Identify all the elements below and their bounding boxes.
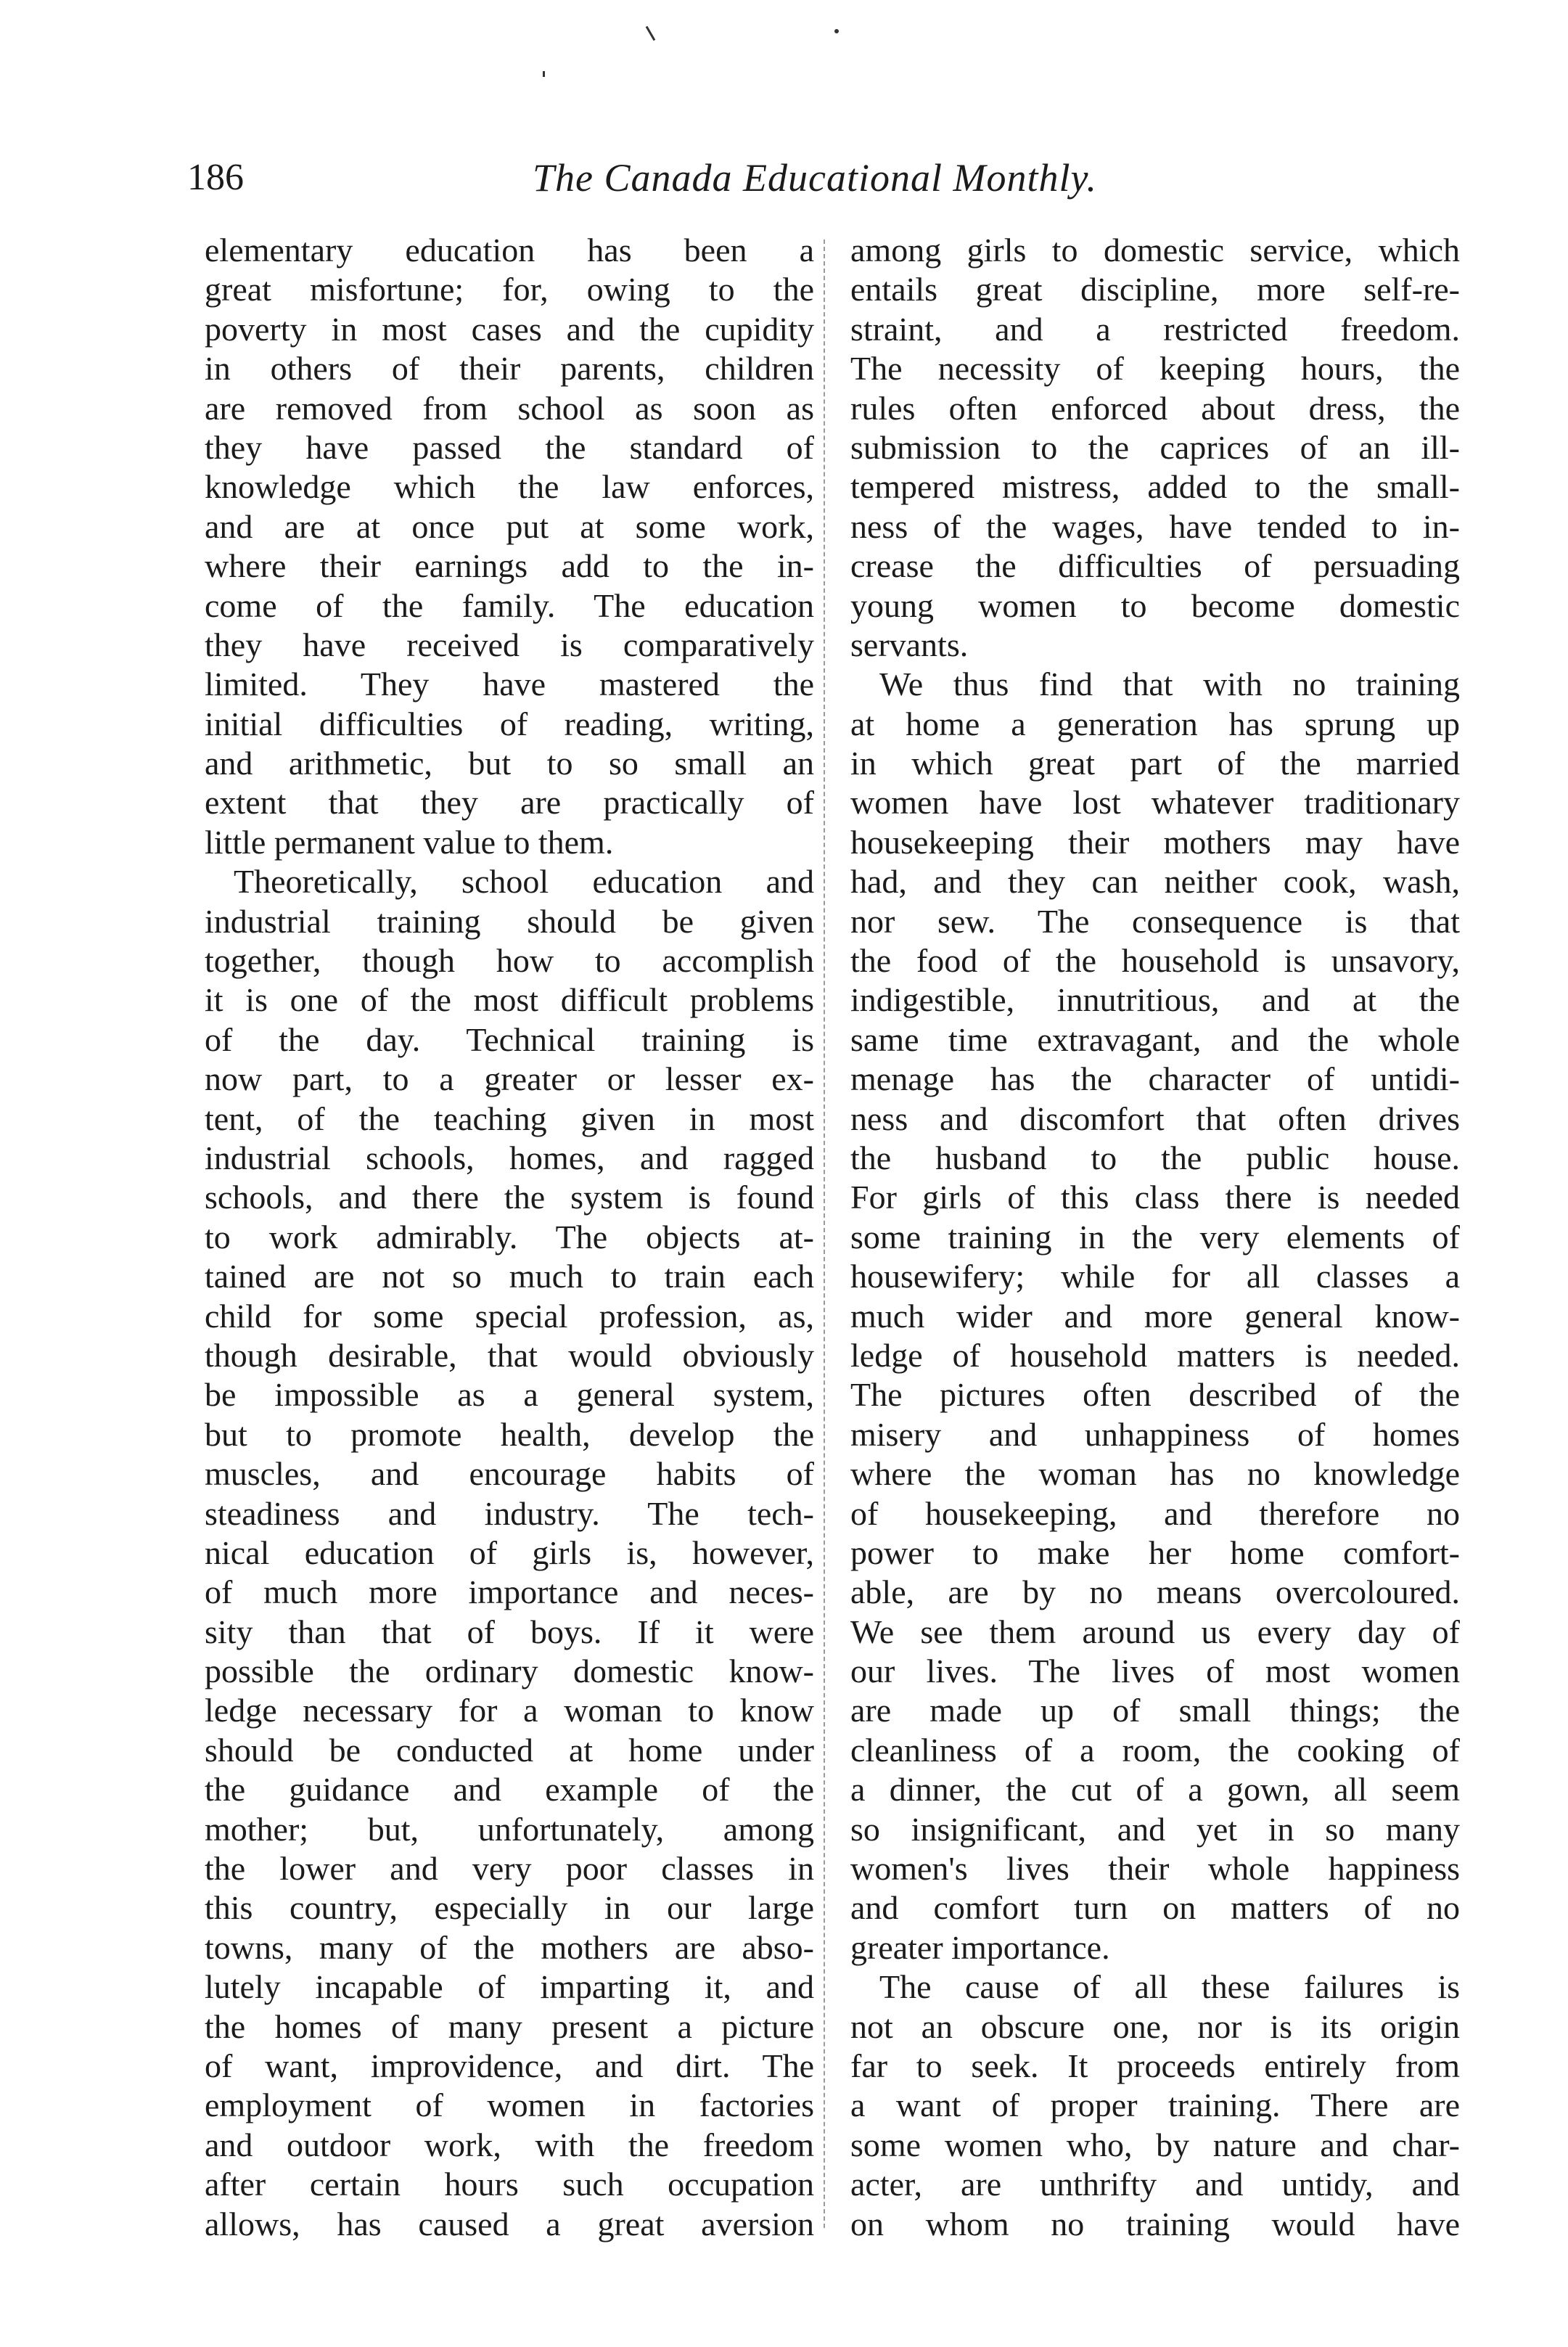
text-line: nical education of girls is, however, [205, 1533, 814, 1571]
text-line: housekeeping their mothers may have [850, 823, 1460, 861]
text-line: the lower and very poor classes in [205, 1850, 814, 1888]
text-line: muscles, and encourage habits of [205, 1455, 814, 1493]
text-line: in which great part of the married [850, 745, 1460, 782]
text-line: to work admirably. The objects at- [205, 1218, 814, 1256]
text-line: where the woman has no knowledge [850, 1455, 1460, 1493]
text-line: crease the difficulties of persuading [850, 547, 1460, 585]
text-line: straint, and a restricted freedom. [850, 310, 1460, 348]
text-line: they have passed the standard of [205, 428, 814, 466]
text-line: The cause of all these failures is [879, 1968, 1460, 2006]
text-line: poverty in most cases and the cupidity [205, 310, 814, 348]
print-speck [834, 29, 839, 33]
text-line: steadiness and industry. The tech- [205, 1494, 814, 1532]
text-line: entails great discipline, more self-re- [850, 271, 1460, 308]
text-line: submission to the caprices of an ill- [850, 428, 1460, 466]
text-line: menage has the character of untidi- [850, 1060, 1460, 1098]
text-line: but to promote health, develop the [205, 1415, 814, 1453]
text-line: women have lost whatever traditionary [850, 784, 1460, 822]
text-line: mother; but, unfortunately, among [205, 1810, 814, 1848]
text-line: the food of the household is unsavory, [850, 942, 1460, 980]
text-line: allows, has caused a great aversion [205, 2205, 814, 2242]
text-line: and outdoor work, with the freedom [205, 2126, 814, 2163]
text-line: possible the ordinary domestic know- [205, 1652, 814, 1690]
text-line: and are at once put at some work, [205, 507, 814, 545]
text-line: We see them around us every day of [850, 1613, 1460, 1650]
text-line: among girls to domestic service, which [850, 232, 1460, 269]
text-line: limited. They have mastered the [205, 665, 814, 703]
text-line: extent that they are practically of [205, 784, 814, 822]
text-line: little permanent value to them. [205, 823, 614, 861]
text-line: some women who, by nature and char- [850, 2126, 1460, 2163]
text-line: the husband to the public house. [850, 1139, 1460, 1176]
right-column [850, 231, 1460, 2248]
page-header [187, 149, 1442, 207]
text-line: not an obscure one, nor is its origin [850, 2007, 1460, 2045]
text-line: knowledge which the law enforces, [205, 468, 814, 506]
text-line: the homes of many present a picture [205, 2007, 814, 2045]
text-line: indigestible, innutritious, and at the [850, 981, 1460, 1019]
text-line: after certain hours such occupation [205, 2166, 814, 2203]
text-line: misery and unhappiness of homes [850, 1415, 1460, 1453]
text-line: come of the family. The education [205, 586, 814, 624]
text-line: they have received is comparatively [205, 626, 814, 663]
text-line: a want of proper training. There are [850, 2086, 1460, 2124]
text-line: be impossible as a general system, [205, 1376, 814, 1414]
column-divider [824, 239, 825, 2228]
text-line: in others of their parents, children [205, 350, 814, 388]
text-line: industrial schools, homes, and ragged [205, 1139, 814, 1176]
text-line: are removed from school as soon as [205, 389, 814, 427]
text-line: and comfort turn on matters of no [850, 1889, 1460, 1927]
text-line: had, and they can neither cook, wash, [850, 863, 1460, 901]
text-line: cleanliness of a room, the cooking of [850, 1731, 1460, 1769]
print-speck [543, 71, 545, 77]
text-line: nor sew. The consequence is that [850, 902, 1460, 940]
text-line: towns, many of the mothers are abso- [205, 1928, 814, 1966]
text-line: this country, especially in our large [205, 1889, 814, 1927]
text-line: a dinner, the cut of a gown, all seem [850, 1771, 1460, 1809]
text-line: great misfortune; for, owing to the [205, 271, 814, 308]
text-line: so insignificant, and yet in so many [850, 1810, 1460, 1848]
text-line: industrial training should be given [205, 902, 814, 940]
text-line: elementary education has been a [205, 232, 814, 269]
print-speck [646, 26, 656, 41]
text-line: far to seek. It proceeds entirely from [850, 2047, 1460, 2084]
text-line: lutely incapable of imparting it, and [205, 1968, 814, 2006]
text-line: and arithmetic, but to so small an [205, 745, 814, 782]
text-line: sity than that of boys. If it were [205, 1613, 814, 1650]
text-line: The pictures often described of the [850, 1376, 1460, 1414]
text-line: young women to become domestic [850, 586, 1460, 624]
text-line: are made up of small things; the [850, 1692, 1460, 1729]
text-line: power to make her home comfort- [850, 1533, 1460, 1571]
text-line: We thus find that with no training [879, 665, 1460, 703]
text-line: The necessity of keeping hours, the [850, 350, 1460, 388]
text-line: the guidance and example of the [205, 1771, 814, 1809]
text-line: of want, improvidence, and dirt. The [205, 2047, 814, 2084]
text-line: Theoretically, school education and [234, 863, 814, 901]
text-line: of housekeeping, and therefore no [850, 1494, 1460, 1532]
text-line: of the day. Technical training is [205, 1020, 814, 1058]
text-line: For girls of this class there is needed [850, 1179, 1460, 1216]
text-line: housewifery; while for all classes a [850, 1258, 1460, 1295]
text-line: acter, are unthrifty and untidy, and [850, 2166, 1460, 2203]
text-line: on whom no training would have [850, 2205, 1460, 2242]
text-line: tained are not so much to train each [205, 1258, 814, 1295]
text-line: servants. [850, 626, 969, 663]
text-line: rules often enforced about dress, the [850, 389, 1460, 427]
text-line: tent, of the teaching given in most [205, 1099, 814, 1137]
text-line: tempered mistress, added to the small- [850, 468, 1460, 506]
text-line: where their earnings add to the in- [205, 547, 814, 585]
running-title: The Canada Educational Monthly. [533, 156, 1097, 200]
text-line: of much more importance and neces- [205, 1573, 814, 1611]
text-line: some training in the very elements of [850, 1218, 1460, 1256]
text-line: should be conducted at home under [205, 1731, 814, 1769]
text-line: it is one of the most difficult problems [205, 981, 814, 1019]
text-line: our lives. The lives of most women [850, 1652, 1460, 1690]
text-line: initial difficulties of reading, writing, [205, 705, 814, 742]
text-line: schools, and there the system is found [205, 1179, 814, 1216]
text-line: greater importance. [850, 1928, 1110, 1966]
text-line: same time extravagant, and the whole [850, 1020, 1460, 1058]
left-column [205, 231, 814, 2248]
text-line: child for some special profession, as, [205, 1297, 814, 1335]
text-line: at home a generation has sprung up [850, 705, 1460, 742]
text-line: though desirable, that would obviously [205, 1336, 814, 1374]
text-line: ledge necessary for a woman to know [205, 1692, 814, 1729]
text-line: ness and discomfort that often drives [850, 1099, 1460, 1137]
page-number: 186 [187, 157, 244, 198]
text-line: women's lives their whole happiness [850, 1850, 1460, 1888]
text-line: much wider and more general know- [850, 1297, 1460, 1335]
text-line: employment of women in factories [205, 2086, 814, 2124]
text-line: together, though how to accomplish [205, 942, 814, 980]
text-line: ness of the wages, have tended to in- [850, 507, 1460, 545]
text-line: able, are by no means overcoloured. [850, 1573, 1460, 1611]
text-line: now part, to a greater or lesser ex- [205, 1060, 814, 1098]
text-line: ledge of household matters is needed. [850, 1336, 1460, 1374]
